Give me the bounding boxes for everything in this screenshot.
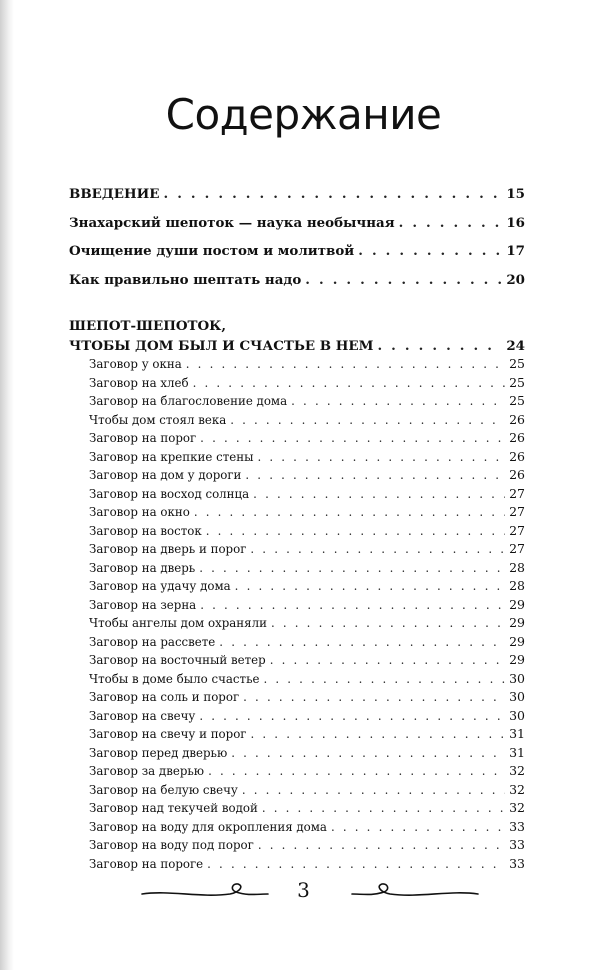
toc-entry-label: Заговор на пороге xyxy=(89,856,204,871)
dot-leader xyxy=(193,376,506,390)
dot-leader xyxy=(235,579,505,593)
toc-entry-label: Знахарский шепоток — наука необычная xyxy=(69,214,395,231)
toc-entry[interactable] xyxy=(69,578,525,597)
toc-entry-page: 32 xyxy=(509,800,525,815)
toc-entry-label: Заговор на крепкие стены xyxy=(89,449,254,464)
toc-entry[interactable] xyxy=(69,375,525,394)
toc-entry-page: 15 xyxy=(506,186,525,202)
toc-entry-page: 28 xyxy=(509,578,525,593)
toc-entry-page: 30 xyxy=(509,689,525,704)
dot-leader xyxy=(270,653,505,667)
page-number: 3 xyxy=(297,878,310,902)
dot-leader xyxy=(253,487,505,501)
toc-entry-label: Очищение души постом и молитвой xyxy=(69,243,355,259)
toc-entry-page: 33 xyxy=(509,837,525,852)
toc-entry[interactable] xyxy=(69,449,525,468)
dot-leader xyxy=(399,215,503,231)
dot-leader xyxy=(331,820,505,834)
dot-leader xyxy=(208,764,505,778)
toc-entry[interactable] xyxy=(69,671,525,690)
toc-entry-page: 17 xyxy=(506,243,525,259)
toc-entry-page: 30 xyxy=(509,707,525,723)
toc-entry[interactable] xyxy=(69,356,525,375)
toc-entry-label: Заговор на дом у дороги xyxy=(89,468,242,482)
toc-entry-label: Заговор на белую свечу xyxy=(89,782,238,797)
dot-leader xyxy=(242,783,505,797)
dot-leader xyxy=(271,616,505,630)
page-edge-shadow xyxy=(0,0,14,970)
toc-entry[interactable] xyxy=(69,615,525,634)
toc-entry-label: Чтобы в доме было счастье xyxy=(89,671,260,686)
toc-entry[interactable] xyxy=(69,652,525,671)
toc-entry[interactable] xyxy=(69,837,525,856)
toc-entry-page: 29 xyxy=(509,596,525,612)
dot-leader xyxy=(163,186,502,202)
section-title-line2: ЧТОБЫ ДОМ БЫЛ И СЧАСТЬЕ В НЕМ xyxy=(69,338,374,354)
dot-leader xyxy=(250,542,505,556)
toc-entry[interactable] xyxy=(69,541,525,560)
toc-entry-page: 28 xyxy=(509,559,525,575)
toc-entry-label: Заговор на дверь xyxy=(89,560,196,575)
dot-leader xyxy=(199,561,505,575)
toc-entry-page: 29 xyxy=(509,615,525,630)
toc-entry-label: Заговор на порог xyxy=(89,431,197,445)
toc-entry[interactable] xyxy=(69,523,525,542)
page-title: Содержание xyxy=(165,90,442,140)
toc-entry-page: 26 xyxy=(509,430,525,445)
toc-entry-page: 16 xyxy=(506,214,525,231)
toc-entry-page: 33 xyxy=(509,855,525,871)
dot-leader xyxy=(194,505,505,519)
toc-entry-label: Чтобы ангелы дом охраняли xyxy=(89,616,267,630)
toc-entry-label: Заговор на восход солнца xyxy=(89,486,250,501)
toc-entry-page: 25 xyxy=(509,393,525,408)
dot-leader xyxy=(258,838,505,852)
dot-leader xyxy=(206,524,505,538)
toc-entry[interactable] xyxy=(69,560,525,579)
dot-leader xyxy=(245,468,505,482)
toc-entry-label: Заговор за дверью xyxy=(89,764,205,778)
dot-leader xyxy=(305,272,502,288)
dot-leader xyxy=(377,338,502,354)
toc-entry-label: Заговор на дверь и порог xyxy=(89,542,247,556)
toc-entry-label: ВВЕДЕНИЕ xyxy=(69,186,160,202)
dot-leader xyxy=(263,672,505,686)
toc-entry-page: 29 xyxy=(509,652,525,667)
toc-entry-how-to-whisper[interactable] xyxy=(69,272,525,301)
toc-entry-page: 26 xyxy=(509,448,525,464)
dot-leader xyxy=(243,690,505,704)
toc-entry-page: 25 xyxy=(509,374,525,390)
dot-leader xyxy=(262,801,505,815)
toc-entry-label: Заговор на рассвете xyxy=(89,634,216,649)
toc-entry-whisper-science[interactable] xyxy=(69,215,525,244)
toc-entry-page: 31 xyxy=(509,726,525,741)
toc-entry-label: Чтобы дом стоял века xyxy=(89,412,227,427)
toc-entry-label: Заговор на свечу и порог xyxy=(89,727,247,741)
dot-leader xyxy=(291,394,505,408)
toc-entry-page: 26 xyxy=(509,467,525,482)
toc-entry[interactable] xyxy=(69,745,525,764)
dot-leader xyxy=(186,357,505,371)
toc-entry[interactable] xyxy=(69,782,525,801)
toc-entry-page: 29 xyxy=(509,633,525,649)
toc-entry-label: Заговор на воду под порог xyxy=(89,838,254,852)
toc-entry-page: 27 xyxy=(509,541,525,556)
toc-entry-label: Заговор на окно xyxy=(89,505,190,519)
toc-entry-label: Заговор на соль и порог xyxy=(89,690,240,704)
toc-entry-page: 27 xyxy=(509,522,525,538)
dot-leader xyxy=(199,709,505,723)
dot-leader xyxy=(219,635,505,649)
toc-entry-page: 33 xyxy=(509,818,525,834)
toc-entry-page: 26 xyxy=(509,411,525,427)
toc-entry-label: Заговор на восток xyxy=(89,523,202,538)
toc-entry-page: 30 xyxy=(509,670,525,686)
toc-entry-page: 27 xyxy=(509,485,525,501)
dot-leader xyxy=(200,431,505,445)
toc-entry-label: Заговор на зерна xyxy=(89,597,197,612)
dot-leader xyxy=(230,413,505,427)
toc-entry-label: Заговор на благословение дома xyxy=(89,394,288,408)
toc-entry-page: 32 xyxy=(509,763,525,778)
toc-entry[interactable] xyxy=(69,597,525,616)
toc-entry[interactable] xyxy=(69,412,525,431)
toc-entry-page: 27 xyxy=(509,504,525,519)
toc-entry[interactable] xyxy=(69,726,525,745)
toc-entry-label: Заговор на хлеб xyxy=(89,375,189,390)
toc-entry-page: 31 xyxy=(509,744,525,760)
toc-entry[interactable] xyxy=(69,486,525,505)
dot-leader xyxy=(200,598,505,612)
dot-leader xyxy=(257,450,505,464)
toc-entry[interactable] xyxy=(69,708,525,727)
toc-entry-soul-cleansing[interactable] xyxy=(69,243,525,272)
dot-leader xyxy=(251,727,506,741)
toc-entry[interactable] xyxy=(69,689,525,708)
toc-entry-label: Заговор у окна xyxy=(89,357,182,371)
section-title-line1: ШЕПОТ-ШЕПОТОК, xyxy=(69,318,226,334)
toc-entry-label: Заговор на удачу дома xyxy=(89,579,231,593)
toc-entry[interactable] xyxy=(69,504,525,523)
toc-entry[interactable] xyxy=(69,430,525,449)
toc-entry-label: Заговор на свечу xyxy=(89,708,196,723)
intro-entries xyxy=(69,186,525,300)
toc-entry[interactable] xyxy=(69,634,525,653)
section-heading xyxy=(69,318,525,360)
toc-entry[interactable] xyxy=(69,819,525,838)
toc-entry-label: Заговор на восточный ветер xyxy=(89,653,266,667)
toc-entry-page: 20 xyxy=(506,271,525,288)
section-page: 24 xyxy=(506,338,525,354)
toc-entry-page: 32 xyxy=(509,781,525,797)
toc-entry-intro[interactable] xyxy=(69,186,525,215)
toc-entry-label: Как правильно шептать надо xyxy=(69,271,302,288)
toc-entry-label: Заговор над текучей водой xyxy=(89,801,258,815)
toc-entry-label: Заговор на воду для окропления дома xyxy=(89,819,327,834)
toc-entry-page: 25 xyxy=(509,356,525,371)
toc-entry[interactable] xyxy=(69,393,525,412)
toc-entry[interactable] xyxy=(69,763,525,782)
section-entries xyxy=(69,356,525,874)
dot-leader xyxy=(358,243,502,259)
dot-leader xyxy=(231,746,505,760)
toc-entry-label: Заговор перед дверью xyxy=(89,745,228,760)
toc-entry[interactable] xyxy=(69,800,525,819)
dot-leader xyxy=(207,857,505,871)
toc-entry[interactable] xyxy=(69,467,525,486)
